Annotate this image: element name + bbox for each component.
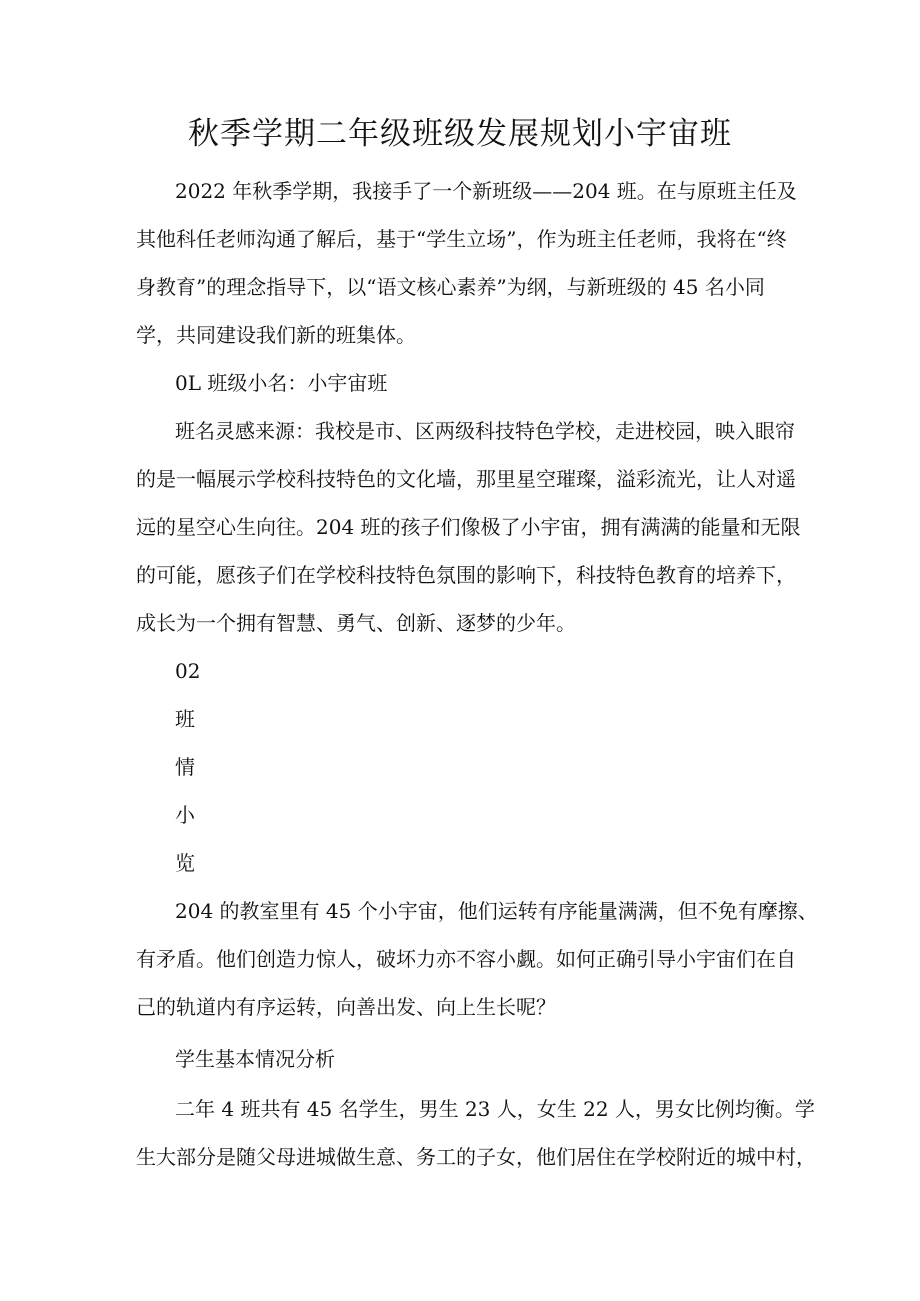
text-line: 2022 年秋季学期，我接手了一个新班级——204 班。在与原班主任及: [175, 179, 797, 203]
text-line: 学，共同建设我们新的班集体。: [136, 323, 416, 347]
section-heading: 学生基本情况分析: [175, 1047, 335, 1071]
text-line: 其他科任老师沟通了解后，基于“学生立场”，作为班主任老师，我将在“终: [136, 227, 787, 251]
vertical-heading-char: 览: [175, 851, 195, 875]
text-line: 身教育”的理念指导下，以“语文核心素养”为纲，与新班级的 45 名小同: [136, 275, 765, 299]
text-line: 204 的教室里有 45 个小宇宙，他们运转有序能量满满，但不免有摩擦、: [175, 899, 818, 923]
vertical-heading-char: 班: [175, 707, 195, 731]
vertical-heading-char: 情: [175, 755, 195, 779]
text-line: 远的星空心生向往。204 班的孩子们像极了小宇宙，拥有满满的能量和无限: [136, 515, 801, 539]
section-heading: 0L 班级小名：小宇宙班: [175, 371, 388, 395]
text-line: 的是一幅展示学校科技特色的文化墙，那里星空璀璨，溢彩流光，让人对遥: [136, 467, 796, 491]
section-number: 02: [175, 659, 201, 683]
text-line: 成长为一个拥有智慧、勇气、创新、逐梦的少年。: [136, 611, 576, 635]
text-line: 有矛盾。他们创造力惊人，破坏力亦不容小觑。如何正确引导小宇宙们在自: [136, 947, 796, 971]
document-title: 秋季学期二年级班级发展规划小宇宙班: [188, 116, 732, 152]
text-line: 班名灵感来源：我校是市、区两级科技特色学校，走进校园，映入眼帘: [175, 419, 795, 443]
text-line: 生大部分是随父母进城做生意、务工的子女，他们居住在学校附近的城中村，: [136, 1145, 816, 1169]
text-line: 二年 4 班共有 45 名学生，男生 23 人，女生 22 人，男女比例均衡。学: [175, 1097, 815, 1121]
text-line: 的可能，愿孩子们在学校科技特色氛围的影响下，科技特色教育的培养下，: [136, 563, 796, 587]
vertical-heading-char: 小: [175, 803, 195, 827]
text-line: 己的轨道内有序运转，向善出发、向上生长呢？: [136, 995, 556, 1019]
